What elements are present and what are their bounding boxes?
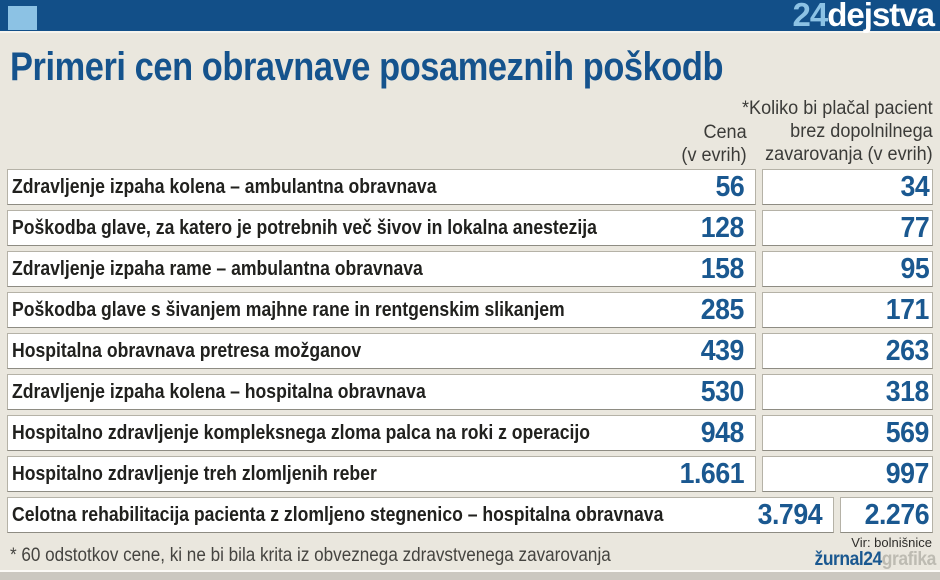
table-row (7, 456, 933, 492)
table-row (7, 333, 933, 369)
treatment-label: Poškodba glave s šivanjem majhne rane in rentgenskim slikanjem (12, 298, 565, 321)
table-cell-patient (762, 374, 933, 410)
price-table (7, 169, 933, 538)
table-row (7, 251, 933, 287)
source-label: Vir: bolnišnice (851, 535, 932, 550)
table-cell-main (7, 292, 756, 328)
price-cena-value: 3.794 (757, 498, 823, 531)
table-row (7, 292, 933, 328)
table-row (7, 169, 933, 205)
brand-logo-suffix: dejstva (827, 0, 934, 33)
table-cell-patient (762, 415, 933, 451)
treatment-label: Hospitalno zdravljenje treh zlomljenih reber (12, 462, 377, 485)
price-patient-value: 171 (885, 293, 929, 326)
table-cell-patient (762, 333, 933, 369)
price-patient-value: 34 (900, 170, 929, 203)
treatment-label: Hospitalna obravnava pretresa možganov (12, 339, 362, 362)
table-cell-main (7, 415, 756, 451)
credit-logo-part1: žurnal24 (814, 549, 882, 570)
table-cell-main (7, 456, 756, 492)
treatment-label: Zdravljenje izpaha kolena – hospitalna obravnava (12, 380, 426, 403)
price-patient-value: 263 (885, 334, 929, 367)
price-patient-value: 77 (900, 211, 929, 244)
price-patient-value: 318 (885, 375, 929, 408)
treatment-label: Poškodba glave, za katero je potrebnih več šivov in lokalna anestezija (12, 216, 597, 239)
column-header-cena-line2: (v evrih) (681, 145, 747, 166)
price-cena-value: 158 (700, 252, 744, 285)
treatment-label: Hospitalno zdravljenje kompleksnega zloma palca na roki z operacijo (12, 421, 591, 444)
table-cell-patient (762, 210, 933, 246)
price-cena-value: 285 (700, 293, 744, 326)
price-cena-value: 128 (700, 211, 744, 244)
table-cell-main (7, 374, 756, 410)
brand-logo (793, 0, 934, 34)
price-cena-value: 1.661 (679, 457, 744, 490)
column-header-cena (682, 121, 747, 167)
table-row (7, 415, 933, 451)
price-patient-value: 95 (900, 252, 929, 285)
top-brand-bar (0, 0, 940, 33)
column-header-patient-line3: zavarovanja (v evrih) (765, 144, 933, 165)
treatment-label: Zdravljenje izpaha kolena – ambulantna obravnava (12, 175, 437, 198)
table-row (7, 374, 933, 410)
table-cell-patient (840, 497, 933, 533)
price-patient-value: 997 (885, 457, 929, 490)
page-title: Primeri cen obravnave posameznih poškodb (10, 45, 724, 89)
column-header-cena-line1: Cena (703, 122, 747, 143)
column-header-patient-line1: *Koliko bi plačal pacient (742, 98, 933, 119)
credit-logo (815, 549, 936, 571)
table-cell-patient (762, 292, 933, 328)
column-header-patient (742, 97, 933, 166)
price-cena-value: 439 (700, 334, 744, 367)
price-cena-value: 56 (715, 170, 744, 203)
table-cell-patient (762, 456, 933, 492)
brand-square-icon (8, 6, 37, 30)
table-row (7, 210, 933, 246)
treatment-label: Zdravljenje izpaha rame – ambulantna obravnava (12, 257, 423, 280)
table-cell-main (7, 333, 756, 369)
bottom-strip (0, 570, 940, 580)
footnote: * 60 odstotkov cene, ki ne bi bila krita iz obveznega zdravstvenega zavarovanja (10, 545, 611, 566)
table-cell-main (7, 497, 834, 533)
table-cell-patient (762, 169, 933, 205)
credit-logo-part2: grafika (881, 549, 936, 570)
brand-logo-prefix: 24 (792, 0, 828, 33)
table-cell-main (7, 210, 756, 246)
column-header-patient-line2: brez dopolnilnega (790, 121, 933, 142)
table-cell-patient (762, 251, 933, 287)
table-cell-main (7, 169, 756, 205)
treatment-label: Celotna rehabilitacija pacienta z zlomljeno stegnenico – hospitalna obravnava (12, 503, 664, 526)
table-cell-main (7, 251, 756, 287)
table-row (7, 497, 933, 533)
price-patient-value: 569 (885, 416, 929, 449)
price-cena-value: 948 (700, 416, 744, 449)
price-cena-value: 530 (700, 375, 744, 408)
price-patient-value: 2.276 (864, 498, 929, 531)
